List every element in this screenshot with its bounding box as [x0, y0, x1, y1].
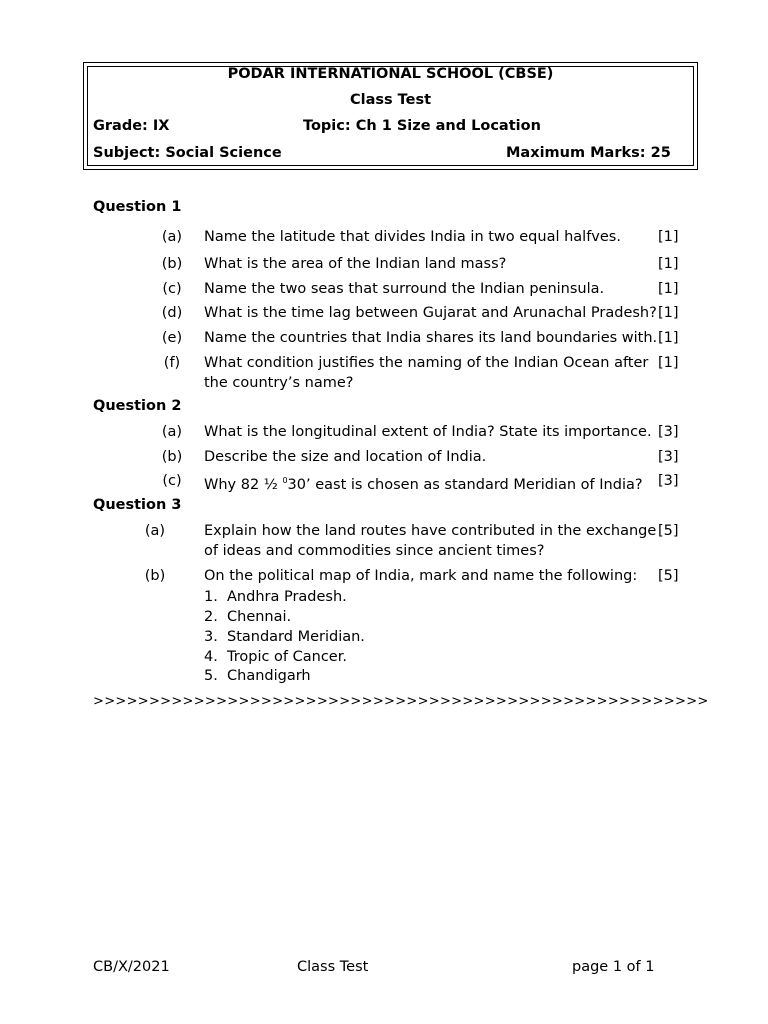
item-label: (a): [144, 523, 166, 539]
separator-arrows: >>>>>>>>>>>>>>>>>>>>>>>>>>>>>>>>>>>>>>>>>>>>>>>>>>>>>>>: [93, 694, 709, 709]
question-3-title: Question 3: [93, 497, 182, 513]
list-number: 2.: [204, 609, 218, 625]
item-marks: [5]: [658, 568, 679, 584]
item-marks: [1]: [658, 330, 679, 346]
item-marks: [3]: [658, 424, 679, 440]
item-text: Name the two seas that surround the Indian peninsula.: [204, 281, 605, 297]
item-label: (c): [162, 473, 182, 489]
item-marks: [5]: [658, 523, 679, 539]
test-title: Class Test: [349, 92, 432, 108]
list-item: Tropic of Cancer.: [227, 649, 347, 665]
question-1-title: Question 1: [93, 199, 182, 215]
item-label: (a): [161, 229, 183, 245]
item-marks: [1]: [658, 256, 679, 272]
item-text: Describe the size and location of India.: [204, 449, 487, 465]
item-text: Name the countries that India shares its land boundaries with.: [204, 330, 658, 346]
item-label: (b): [161, 256, 183, 272]
item-text-continued: of ideas and commodities since ancient times?: [204, 543, 545, 559]
max-marks: Maximum Marks: 25: [506, 145, 671, 161]
item-text-post: 30’ east is chosen as standard Meridian of India?: [287, 476, 643, 493]
item-text-pre: Why 82 ½: [204, 476, 283, 493]
item-text: Name the latitude that divides India in two equal halfves.: [204, 229, 621, 245]
item-label: (a): [161, 424, 183, 440]
item-label: (d): [161, 305, 183, 321]
item-text: On the political map of India, mark and name the following:: [204, 568, 638, 584]
item-label: (c): [162, 281, 182, 297]
list-item: Standard Meridian.: [227, 629, 365, 645]
list-item: Chennai.: [227, 609, 292, 625]
list-number: 5.: [204, 668, 218, 684]
item-marks: [1]: [658, 305, 679, 321]
footer-code: CB/X/2021: [93, 959, 170, 975]
degree-superscript: 0: [282, 476, 288, 485]
item-marks: [3]: [658, 473, 679, 489]
subject: Subject: Social Science: [93, 145, 282, 161]
list-item: Andhra Pradesh.: [227, 589, 347, 605]
item-text: Explain how the land routes have contributed in the exchange: [204, 523, 657, 539]
item-text-continued: the country’s name?: [204, 375, 354, 391]
question-2-title: Question 2: [93, 398, 182, 414]
item-marks: [1]: [658, 229, 679, 245]
item-text: [204, 471, 643, 495]
item-marks: [1]: [658, 281, 679, 297]
item-text: What is the area of the Indian land mass?: [204, 256, 507, 272]
item-label: (f): [163, 355, 181, 371]
item-label: (b): [144, 568, 166, 584]
footer-page: page 1 of 1: [572, 959, 655, 975]
list-item: Chandigarh: [227, 668, 311, 684]
item-label: (b): [161, 449, 183, 465]
item-text: What is the time lag between Gujarat and Arunachal Pradesh?: [204, 305, 657, 321]
item-text: What is the longitudinal extent of India? State its importance.: [204, 424, 652, 440]
item-marks: [1]: [658, 355, 679, 371]
list-number: 4.: [204, 649, 218, 665]
footer-title: Class Test: [297, 959, 369, 975]
item-text: What condition justifies the naming of the Indian Ocean after: [204, 355, 649, 371]
list-number: 1.: [204, 589, 218, 605]
topic: Topic: Ch 1 Size and Location: [303, 118, 541, 134]
list-number: 3.: [204, 629, 218, 645]
item-label: (e): [161, 330, 183, 346]
school-name: PODAR INTERNATIONAL SCHOOL (CBSE): [227, 66, 554, 82]
grade: Grade: IX: [93, 118, 170, 134]
item-marks: [3]: [658, 449, 679, 465]
